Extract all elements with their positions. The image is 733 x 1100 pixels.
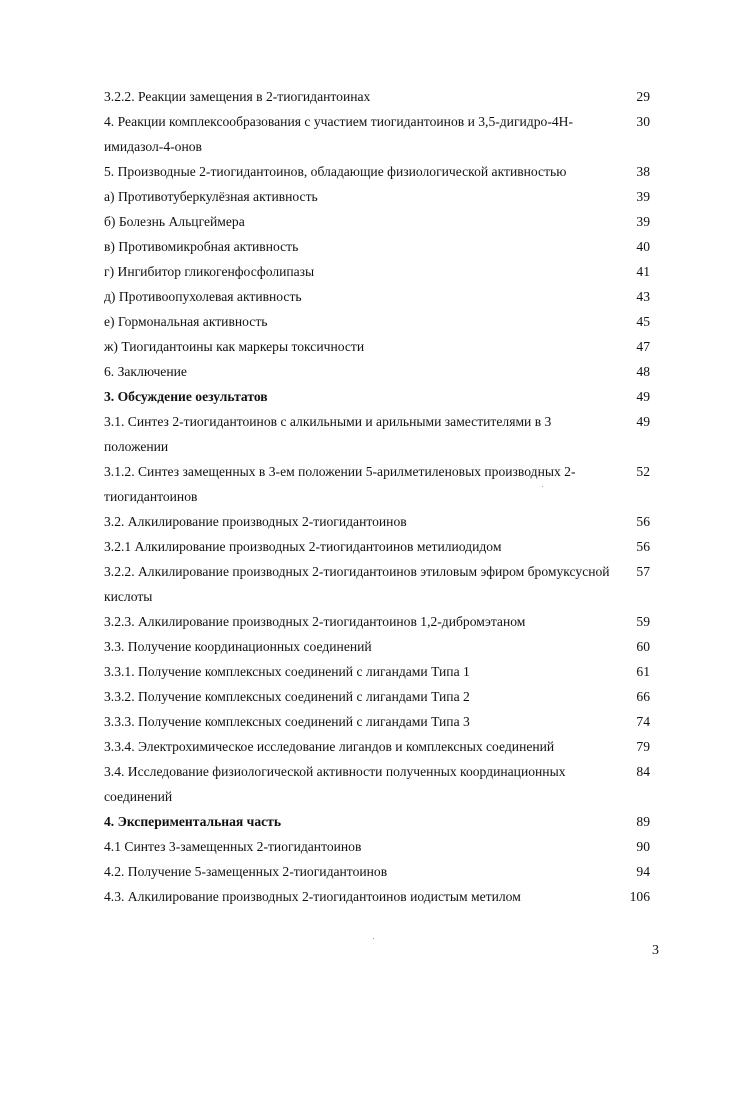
- toc-entry-page: 57: [636, 564, 650, 579]
- toc-entry: [104, 459, 664, 509]
- toc-entry-page: 41: [636, 264, 650, 279]
- toc-entry: [104, 709, 664, 734]
- toc-entry-page: 40: [636, 239, 650, 254]
- toc-entry-page: 49: [636, 414, 650, 429]
- toc-entry: [104, 859, 664, 884]
- toc-entry-title: 4.3. Алкилирование производных 2-тиогидантоинов иодистым метилом: [104, 889, 521, 904]
- toc-entry: [104, 884, 664, 909]
- toc-entry-page: 56: [636, 514, 650, 529]
- toc-entry: [104, 609, 664, 634]
- toc-entry-page: 47: [636, 339, 650, 354]
- toc-entry-title: е) Гормональная активность: [104, 314, 268, 329]
- toc-entry-title: 4. Экспериментальная часть: [104, 814, 282, 829]
- toc-entry-page: 94: [636, 864, 650, 879]
- toc-entry-page: 39: [636, 189, 650, 204]
- toc-entry-page: 66: [636, 689, 650, 704]
- toc-entry: [104, 834, 664, 859]
- toc-entry-title: 6. Заключение: [104, 364, 187, 379]
- toc-entry-title: а) Противотуберкулёзная активность: [104, 189, 318, 204]
- toc-entry-title: д) Противоопухолевая активность: [104, 289, 302, 304]
- toc-entry-title: 5. Производные 2-тиогидантоинов, обладающие физиологической активностью: [104, 164, 567, 179]
- table-of-contents: [104, 84, 664, 909]
- toc-entry: [104, 659, 664, 684]
- toc-entry: [104, 284, 664, 309]
- toc-entry: [104, 359, 664, 384]
- toc-entry: [104, 409, 664, 459]
- toc-entry: [104, 384, 664, 409]
- toc-entry-title: 3.2. Алкилирование производных 2-тиогидантоинов: [104, 514, 407, 529]
- toc-entry-title: 4.2. Получение 5-замещенных 2-тиогидантоинов: [104, 864, 388, 879]
- toc-entry-title: 3.2.1 Алкилирование производных 2-тиогидантоинов метилиодидом: [104, 539, 502, 554]
- toc-entry-title: б) Болезнь Альцгеймера: [104, 214, 245, 229]
- toc-entry: [104, 509, 664, 534]
- toc-entry: [104, 759, 664, 809]
- toc-entry: [104, 559, 664, 609]
- toc-entry-page: 60: [636, 639, 650, 654]
- toc-entry: [104, 809, 664, 834]
- toc-entry-title: 3.3.4. Электрохимическое исследование лигандов и комплексных соединений: [104, 739, 555, 754]
- scan-speck: [373, 938, 374, 939]
- toc-entry-title: 3.3.3. Получение комплексных соединений с лигандами Типа 3: [104, 714, 470, 729]
- toc-entry: [104, 334, 664, 359]
- toc-entry-title: ж) Тиогидантоины как маркеры токсичности: [104, 339, 365, 354]
- toc-entry-title: 3.2.2. Реакции замещения в 2-тиогидантоинах: [104, 89, 371, 104]
- toc-entry-page: 106: [629, 889, 650, 904]
- toc-entry-title: 3.3. Получение координационных соединений: [104, 639, 372, 654]
- toc-entry: [104, 159, 664, 184]
- toc-entry: [104, 259, 664, 284]
- toc-entry-title: г) Ингибитор гликогенфосфолипазы: [104, 264, 315, 279]
- toc-entry: [104, 109, 664, 159]
- toc-entry: [104, 84, 664, 109]
- toc-entry: [104, 634, 664, 659]
- toc-entry: [104, 534, 664, 559]
- toc-entry-title: 3.3.1. Получение комплексных соединений с лигандами Типа 1: [104, 664, 470, 679]
- toc-entry-page: 59: [636, 614, 650, 629]
- toc-entry-page: 79: [636, 739, 650, 754]
- toc-entry-page: 49: [636, 389, 650, 404]
- toc-entry-title: 3.3.2. Получение комплексных соединений с лигандами Типа 2: [104, 689, 470, 704]
- toc-entry: [104, 734, 664, 759]
- toc-entry: [104, 209, 664, 234]
- toc-entry-title: 4. Реакции комплексообразования с участием тиогидантоинов и 3,5-дигидро-4Н-имидазол-4-онов: [104, 114, 573, 154]
- toc-entry-title: 3.2.3. Алкилирование производных 2-тиогидантоинов 1,2-дибромэтаном: [104, 614, 526, 629]
- toc-entry-title: 4.1 Синтез 3-замещенных 2-тиогидантоинов: [104, 839, 362, 854]
- toc-entry-page: 48: [636, 364, 650, 379]
- toc-entry: [104, 184, 664, 209]
- toc-entry-page: 61: [636, 664, 650, 679]
- toc-entry: [104, 684, 664, 709]
- page-number: 3: [652, 943, 659, 958]
- toc-entry-page: 56: [636, 539, 650, 554]
- toc-entry-page: 90: [636, 839, 650, 854]
- toc-entry-page: 45: [636, 314, 650, 329]
- toc-entry-page: 30: [636, 114, 650, 129]
- toc-entry-page: 52: [636, 464, 650, 479]
- toc-entry-title: 3. Обсуждение оезультатов: [104, 389, 268, 404]
- toc-entry-page: 84: [636, 764, 650, 779]
- toc-entry-page: 38: [636, 164, 650, 179]
- toc-entry-page: 74: [636, 714, 650, 729]
- scan-speck: [542, 486, 543, 487]
- toc-entry-title: 3.1. Синтез 2-тиогидантоинов с алкильными и арильными заместителями в 3 положении: [104, 414, 552, 454]
- toc-entry: [104, 309, 664, 334]
- toc-entry-title: 3.1.2. Синтез замещенных в 3-ем положении 5-арилметиленовых производных 2-тиогидантоинов: [104, 464, 576, 504]
- toc-entry-title: 3.4. Исследование физиологической активности полученных координационных соединений: [104, 764, 566, 804]
- toc-entry-page: 29: [636, 89, 650, 104]
- toc-entry-page: 89: [636, 814, 650, 829]
- toc-entry: [104, 234, 664, 259]
- toc-entry-title: 3.2.2. Алкилирование производных 2-тиогидантоинов этиловым эфиром бромуксусной кислоты: [104, 564, 610, 604]
- toc-entry-page: 43: [636, 289, 650, 304]
- toc-entry-title: в) Противомикробная активность: [104, 239, 299, 254]
- toc-entry-page: 39: [636, 214, 650, 229]
